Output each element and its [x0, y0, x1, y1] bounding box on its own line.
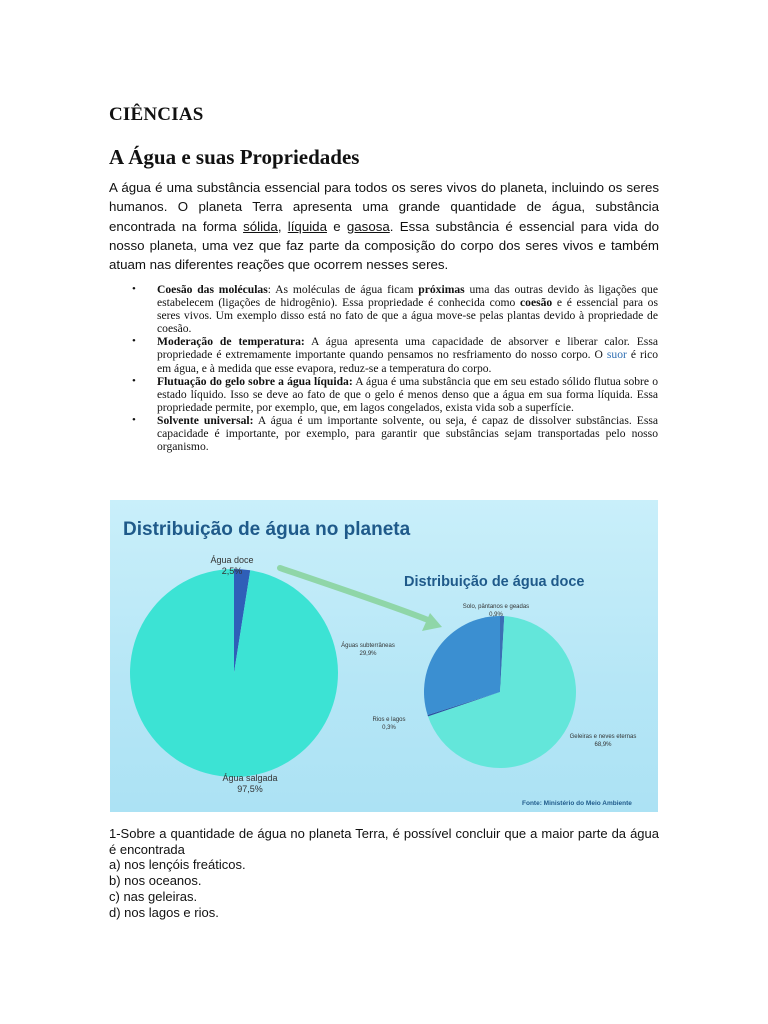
list-item [130, 414, 658, 453]
bullet-dot: • [132, 283, 136, 295]
bullet-dot: • [132, 335, 136, 348]
item-text: A água é um importante solvente, ou seja, é capaz de dissolver substâncias. Essa capacidade é importante, por exemplo, para garantir que substâncias sejam transportadas pelo nosso organismo. [157, 413, 658, 454]
word-liquida: líquida [287, 218, 327, 234]
item-bold: próximas [418, 283, 465, 296]
agua-salgada-label: Água salgada [222, 773, 278, 783]
intro-text-2: . Essa substância é essencial para vida do nosso planeta, uma vez que faz parte da composição do corpo dos seres vivos e também atuam nas diferentes reações que ocorrem nesses seres. [109, 218, 659, 273]
item-text: A água apresenta uma capacidade de absorver e liberar calor. Essa propriedade é extremamente importante quando pensamos no resfriamento do nosso corpo. O [157, 335, 658, 362]
option-b[interactable]: b) nos oceanos. [109, 873, 202, 889]
agua-doce-value: 2,5% [221, 566, 243, 576]
item-text: e é essencial para os seres vivos. Um exemplo disso está no fato de que a água move-se pelas plantas devido à propriedade de coesão. [157, 296, 658, 336]
properties-list [130, 283, 658, 453]
item-title: Moderação de temperatura: [157, 335, 305, 349]
geleiras-label: Geleiras e neves eternas [569, 734, 637, 740]
option-d[interactable]: d) nos lagos e rios. [109, 904, 219, 920]
chart-title-freshwater: Distribuição de água doce [404, 574, 585, 590]
section-heading: CIÊNCIAS [109, 104, 204, 125]
water-distribution-infographic [110, 500, 658, 812]
agua-doce-label: Água doce [210, 555, 254, 565]
aguas-subterraneas-label: Águas subterrâneas [341, 643, 395, 649]
agua-salgada-value: 97,5% [237, 784, 263, 794]
item-text: é rico em água, e à medida que esse evapora, reduz-se a temperatura do corpo. [157, 348, 659, 375]
pie-chart-planet [130, 569, 338, 777]
question-stem: 1-Sobre a quantidade de água no planeta Terra, é possível concluir que a maior parte da água é encontrada [109, 826, 659, 857]
rios-lagos-value: 0,3% [382, 725, 396, 731]
list-item [130, 335, 658, 374]
solo-pantanos-label: Solo, pântanos e geadas [462, 604, 530, 610]
planet-slice-1 [130, 569, 338, 777]
item-title: Coesão das moléculas [157, 283, 268, 296]
solo-pantanos-value: 0,9% [489, 612, 503, 618]
aguas-subterraneas-value: 29,9% [359, 651, 377, 657]
list-item [130, 283, 658, 335]
item-title: Flutuação do gelo sobre a água líquida: [157, 374, 353, 388]
list-item [130, 375, 658, 414]
suor-link[interactable]: suor [606, 348, 627, 362]
page-title: A Água e suas Propriedades [109, 145, 360, 169]
geleiras-value: 68,9% [594, 742, 612, 748]
item-text: : As moléculas de água ficam [267, 283, 419, 296]
word-solida: sólida, [243, 218, 282, 234]
item-title: Solvente universal: [157, 413, 254, 427]
bullet-dot: • [132, 374, 136, 387]
chart-title-planet: Distribuição de água no planeta [123, 519, 411, 540]
intro-conjunction: e [326, 218, 347, 234]
item-bold: coesão [520, 296, 553, 310]
bullet-dot: • [132, 413, 136, 426]
item-text: A água é uma substância que em seu estado sólido flutua sobre o estado líquido. Isso se deve ao fato de que o gelo é menos denso que a água em sua forma líquida. Essa propriedade permite, por exemplo, que, em lagos congelados, exista vida sob a superfície. [157, 374, 658, 414]
rios-lagos-label: Rios e lagos [372, 717, 406, 723]
item-text: uma das outras devido às ligações que estabelecem (ligações de hidrogênio). Essa propriedade é conhecida como [157, 283, 658, 310]
charts-svg [110, 500, 658, 812]
word-gasosa: gasosa [346, 218, 390, 234]
intro-text-1: A água é uma substância essencial para todos os seres vivos do planeta, incluindo os seres humanos. O planeta Terra apresenta uma grande quantidade de água, substância encontrada na forma [109, 180, 659, 234]
intro-paragraph [109, 178, 659, 274]
option-a[interactable]: a) nos lençóis freáticos. [109, 857, 246, 873]
pie-chart-freshwater [424, 616, 576, 768]
option-c[interactable]: c) nas geleiras. [109, 888, 198, 904]
question-block [109, 826, 659, 920]
source-note: Fonte: Ministério do Meio Ambiente [522, 800, 632, 807]
